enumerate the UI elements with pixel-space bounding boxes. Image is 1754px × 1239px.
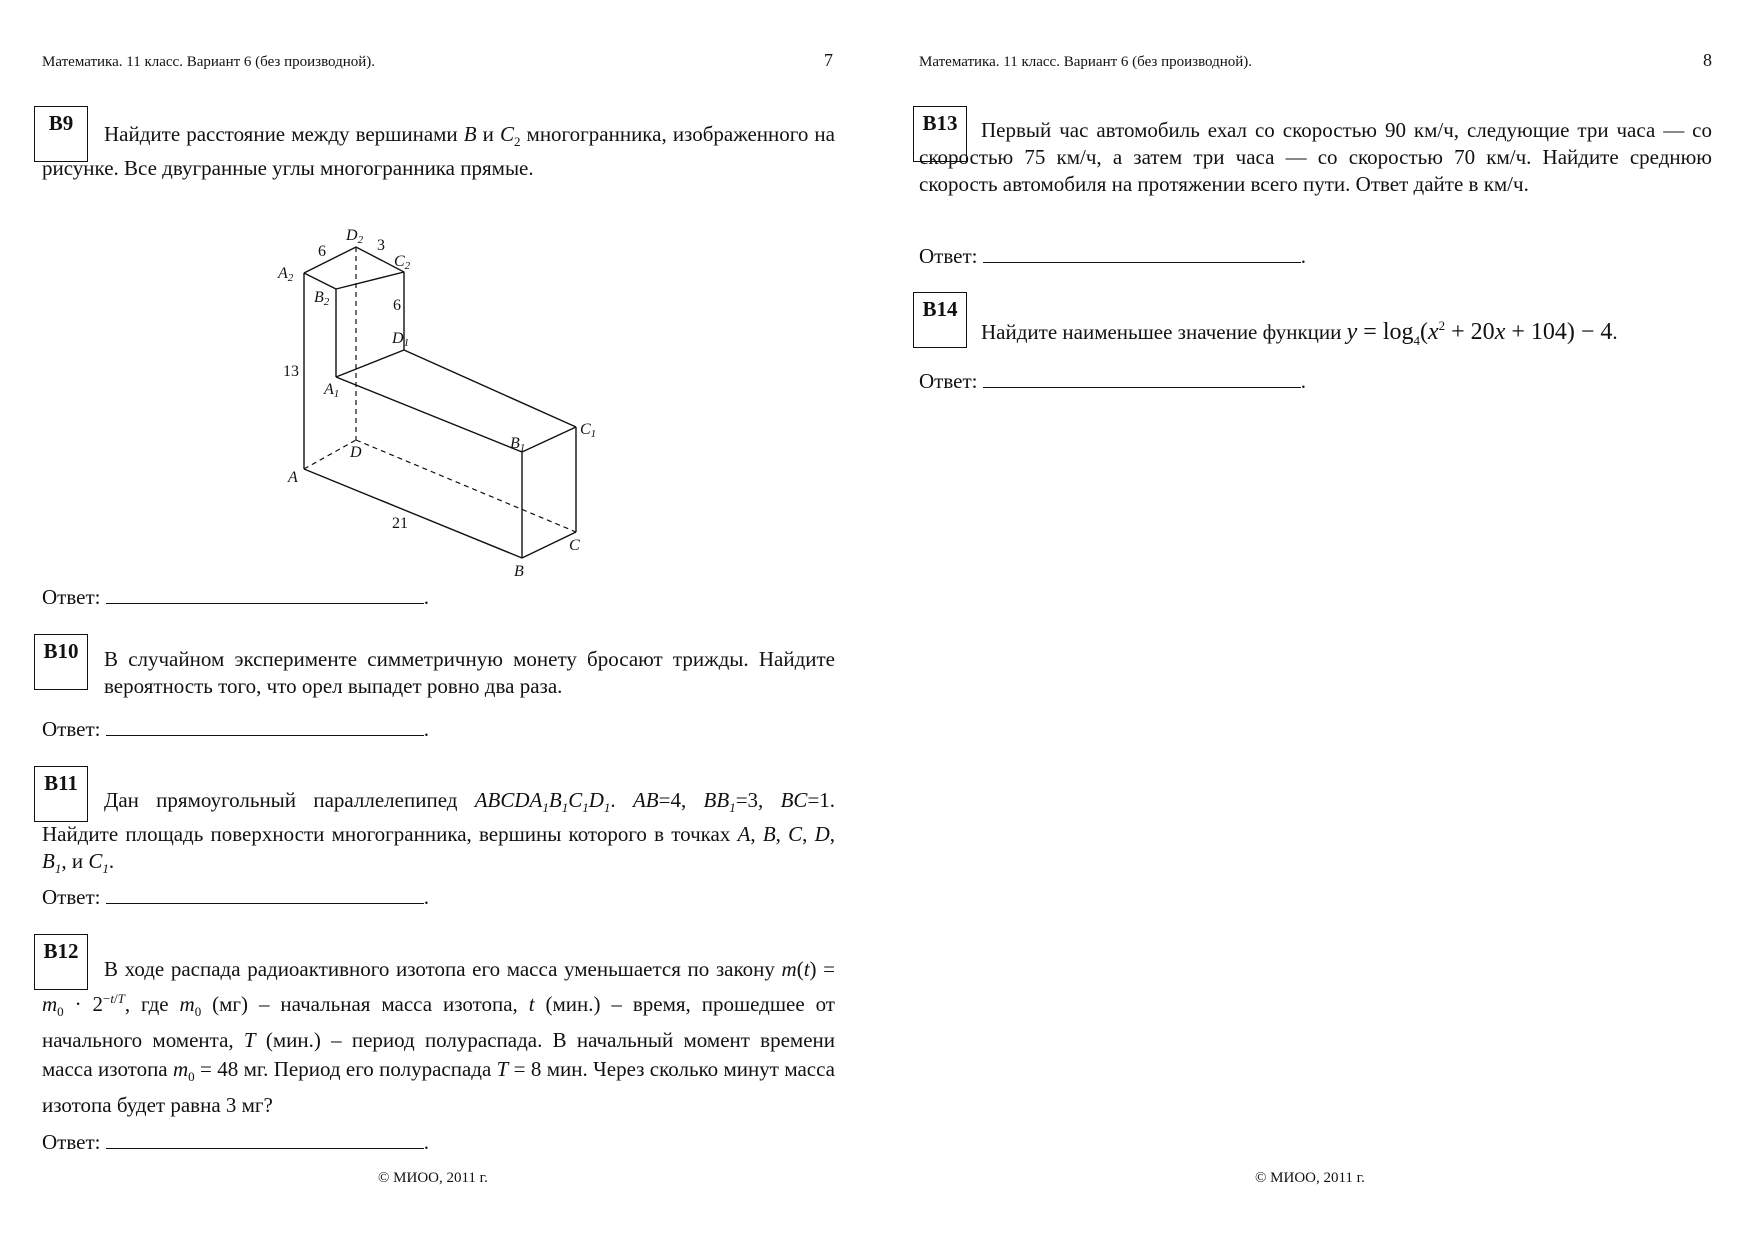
vertex-d1: D1 (392, 330, 410, 349)
page-footer: © МИОО, 2011 г. (378, 1170, 488, 1186)
answer-field-b9[interactable]: Ответ: . (42, 585, 429, 609)
vertex-c1: C1 (580, 421, 597, 440)
dim-label: 21 (392, 515, 408, 532)
vertex-b1: B1 (510, 435, 526, 454)
dim-label: 13 (283, 363, 299, 380)
page-header: Математика. 11 класс. Вариант 6 (без производной). (919, 54, 1253, 70)
page-number: 8 (1703, 50, 1712, 70)
vertex-d: D (350, 444, 362, 461)
answer-field-b10[interactable]: Ответ: . (42, 717, 429, 741)
task-label-b13: B13 (913, 106, 967, 162)
page-header: Математика. 11 класс. Вариант 6 (без производной). (42, 54, 376, 70)
page-footer: © МИОО, 2011 г. (1255, 1170, 1365, 1186)
vertex-a2: A2 (278, 265, 294, 284)
answer-field-b11[interactable]: Ответ: . (42, 885, 429, 909)
vertex-a: A (288, 469, 298, 486)
vertex-c: C (569, 537, 580, 554)
dim-label: 3 (377, 237, 385, 254)
dim-label: 6 (393, 297, 401, 314)
vertex-a1: A1 (324, 381, 340, 400)
answer-line[interactable] (983, 369, 1301, 388)
vertex-d2: D2 (346, 227, 364, 246)
vertex-b: B (514, 563, 524, 580)
answer-field-b13[interactable]: Ответ: . (919, 244, 1306, 268)
answer-line[interactable] (106, 885, 424, 904)
answer-line[interactable] (106, 717, 424, 736)
task-label-b11: B11 (34, 766, 88, 822)
task-label-b9: B9 (34, 106, 88, 162)
task-label-b10: B10 (34, 634, 88, 690)
task-text-b10: В случайном эксперименте симметричную монету бросают трижды. Найдите вероятность того, что орел выпадет ровно два раза. (104, 647, 835, 698)
answer-line[interactable] (106, 585, 424, 604)
vertex-b2: B2 (314, 289, 330, 308)
task-text-b14: Найдите наименьшее значение функции $y = \log_4(x^2 + 20x + 104) - 4$. (981, 318, 1618, 348)
task-text-b11: Дан прямоугольный параллелепипед $ABCDA_1B_1C_1D_1$. AB=4, $BB_1=3$, BC=1. Найдите площадь поверхности многогранника, вершины которого в точках A, B, C, D, $B_1$, и $C_1$. (42, 788, 836, 877)
answer-field-b14[interactable]: Ответ: . (919, 369, 1306, 393)
task-text-b9: Найдите расстояние между вершинами B и $C_2$ многогранника, изображенного на рисунке. Все двугранные углы многогранника прямые. (42, 122, 835, 181)
dim-label: 6 (318, 243, 326, 260)
task-text-b13: Первый час автомобиль ехал со скоростью 90 км/ч, следующие три часа — со скоростью 75 км/ч, а затем три часа — со скоростью 70 км/ч. Найдите среднюю скорость автомобиля на протяжении всего пути. Ответ дайте в км/ч. (919, 118, 1712, 196)
task-label-b14: B14 (913, 292, 967, 348)
right-page (877, 0, 1754, 1239)
answer-line[interactable] (106, 1130, 424, 1149)
answer-field-b12[interactable]: Ответ: . (42, 1130, 429, 1154)
task-label-b12: B12 (34, 934, 88, 990)
task-text-b12: В ходе распада радиоактивного изотопа его масса уменьшается по закону $m(t) = m_0 \cdot 2^{-t/T}$, где $m_0$ (мг) – начальная масса изотопа, t (мин.) – время, прошедшее от начального момента, T (мин.) – период полураспада. В начальный момент времени масса изотопа $m_0 = 48$ мг. Период его полураспада T = 8 мин. Через сколько минут масса изотопа будет равна 3 мг? (42, 957, 836, 1118)
answer-line[interactable] (983, 244, 1301, 263)
polyhedron-figure (270, 225, 610, 585)
page-number: 7 (824, 50, 833, 70)
vertex-c2: C2 (394, 253, 411, 272)
